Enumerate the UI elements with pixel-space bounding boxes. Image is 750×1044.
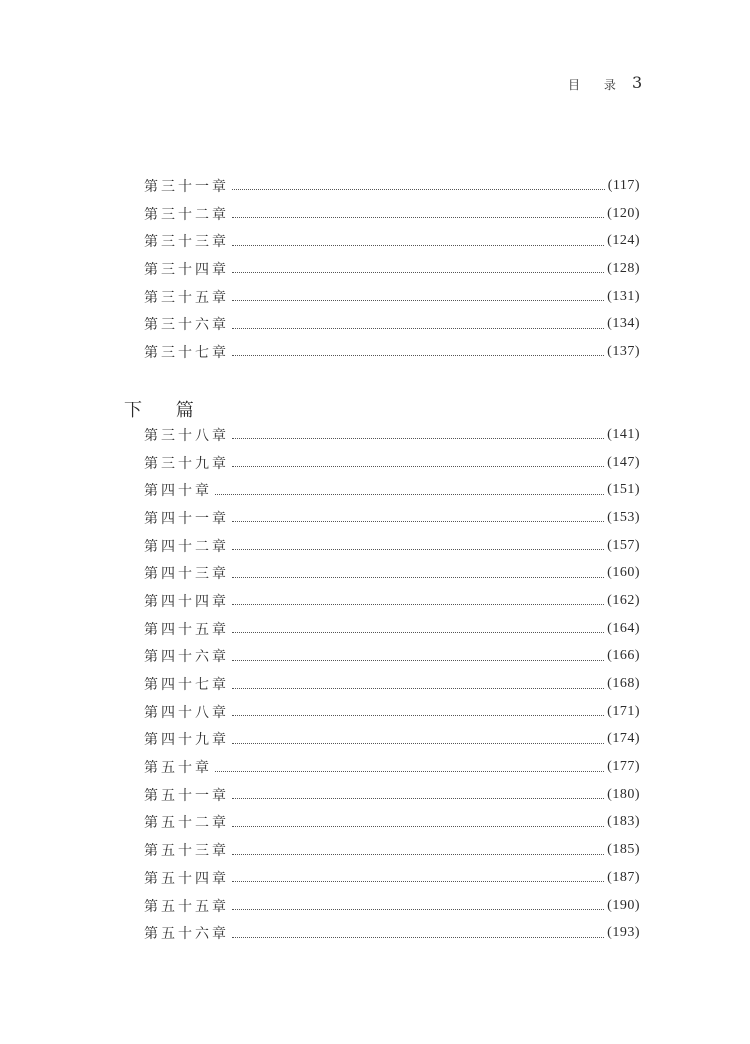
- toc-entry: [144, 643, 640, 671]
- toc-entry-page: (151): [607, 482, 640, 498]
- toc-entry-title: 第五十四章: [144, 870, 229, 887]
- toc-entry-title: 第五十六章: [144, 926, 229, 943]
- toc-entry-title: 第四十五章: [144, 621, 229, 638]
- toc-entry: [144, 864, 640, 892]
- toc-entry: [144, 172, 640, 200]
- toc-entry: [144, 809, 640, 837]
- toc-entry: [144, 698, 640, 726]
- dot-leader: [232, 660, 604, 661]
- toc-entry: [144, 587, 640, 615]
- dot-leader: [232, 272, 604, 273]
- toc-entry: [144, 919, 640, 947]
- toc-entry: [144, 532, 640, 560]
- toc-entry-page: (131): [607, 288, 640, 304]
- toc-entry: [144, 892, 640, 920]
- toc-entry-page: (137): [607, 343, 640, 359]
- toc-entry-page: (177): [607, 759, 640, 775]
- toc-entry-page: (120): [607, 205, 640, 221]
- toc-entry-page: (164): [607, 620, 640, 636]
- toc-entry-page: (162): [607, 592, 640, 608]
- dot-leader: [232, 355, 604, 356]
- dot-leader: [232, 743, 604, 744]
- toc-entry-page: (168): [607, 676, 640, 692]
- toc-part-1: [144, 172, 640, 366]
- toc-entry-page: (166): [607, 648, 640, 664]
- toc-entry-page: (117): [607, 177, 640, 193]
- toc-entry: [144, 504, 640, 532]
- toc-entry-page: (160): [607, 565, 640, 581]
- toc-entry-page: (124): [607, 233, 640, 249]
- dot-leader: [215, 494, 604, 495]
- toc-entry-title: 第四十三章: [144, 566, 229, 583]
- toc-entry-page: (180): [607, 786, 640, 802]
- dot-leader: [232, 189, 605, 190]
- section-title: 下 篇: [124, 400, 208, 421]
- dot-leader: [232, 245, 604, 246]
- toc-entry-page: (171): [607, 703, 640, 719]
- toc-entry-title: 第四十七章: [144, 677, 229, 694]
- running-head: 目 录: [568, 78, 626, 92]
- toc-entry: [144, 476, 640, 504]
- dot-leader: [232, 328, 604, 329]
- toc-entry-title: 第四十二章: [144, 538, 229, 555]
- toc-entry-title: 第三十六章: [144, 317, 229, 334]
- toc-entry-title: 第四十章: [144, 483, 212, 500]
- toc-entry-page: (147): [607, 454, 640, 470]
- toc-entry-page: (183): [607, 814, 640, 830]
- toc-entry: [144, 753, 640, 781]
- toc-entry: [144, 670, 640, 698]
- toc-entry-title: 第四十四章: [144, 593, 229, 610]
- toc-entry-title: 第三十五章: [144, 289, 229, 306]
- toc-entry: [144, 836, 640, 864]
- dot-leader: [232, 937, 604, 938]
- toc-entry: [144, 200, 640, 228]
- dot-leader: [232, 688, 604, 689]
- dot-leader: [232, 826, 604, 827]
- dot-leader: [232, 466, 604, 467]
- toc-entry: [144, 227, 640, 255]
- dot-leader: [232, 521, 604, 522]
- toc-entry: [144, 338, 640, 366]
- toc-entry-title: 第五十章: [144, 760, 212, 777]
- toc-entry: [144, 310, 640, 338]
- toc-entry-page: (185): [607, 842, 640, 858]
- toc-entry-page: (153): [607, 509, 640, 525]
- dot-leader: [232, 549, 604, 550]
- toc-entry: [144, 559, 640, 587]
- toc-entry-page: (187): [607, 869, 640, 885]
- toc-entry-title: 第四十一章: [144, 510, 229, 527]
- toc-entry-page: (157): [607, 537, 640, 553]
- toc-entry-title: 第五十一章: [144, 787, 229, 804]
- toc-entry-title: 第四十九章: [144, 732, 229, 749]
- toc-entry-page: (134): [607, 316, 640, 332]
- toc-part-2: [144, 421, 640, 947]
- toc-entry-title: 第三十八章: [144, 427, 229, 444]
- dot-leader: [232, 300, 604, 301]
- dot-leader: [232, 577, 604, 578]
- toc-entry: [144, 781, 640, 809]
- toc-entry-title: 第三十二章: [144, 206, 229, 223]
- dot-leader: [232, 715, 604, 716]
- toc-entry-page: (141): [607, 426, 640, 442]
- toc-entry: [144, 615, 640, 643]
- toc-entry: [144, 255, 640, 283]
- toc-entry-page: (128): [607, 260, 640, 276]
- toc-entry-page: (193): [607, 925, 640, 941]
- toc-entry-page: (174): [607, 731, 640, 747]
- toc-entry-title: 第三十九章: [144, 455, 229, 472]
- dot-leader: [215, 771, 604, 772]
- toc-entry: [144, 421, 640, 449]
- dot-leader: [232, 604, 604, 605]
- toc-entry: [144, 449, 640, 477]
- toc-entry: [144, 726, 640, 754]
- toc-entry-title: 第三十三章: [144, 234, 229, 251]
- dot-leader: [232, 854, 604, 855]
- toc-entry-title: 第五十三章: [144, 843, 229, 860]
- dot-leader: [232, 798, 604, 799]
- dot-leader: [232, 881, 604, 882]
- dot-leader: [232, 632, 604, 633]
- toc-entry-title: 第五十五章: [144, 898, 229, 915]
- page-number: 3: [632, 73, 643, 92]
- toc-entry-title: 第五十二章: [144, 815, 229, 832]
- toc-entry-title: 第四十八章: [144, 704, 229, 721]
- dot-leader: [232, 909, 604, 910]
- toc-entry: [144, 283, 640, 311]
- toc-entry-page: (190): [607, 897, 640, 913]
- toc-entry-title: 第四十六章: [144, 649, 229, 666]
- toc-entry-title: 第三十七章: [144, 344, 229, 361]
- dot-leader: [232, 217, 604, 218]
- toc-entry-title: 第三十四章: [144, 261, 229, 278]
- dot-leader: [232, 438, 604, 439]
- toc-entry-title: 第三十一章: [144, 178, 229, 195]
